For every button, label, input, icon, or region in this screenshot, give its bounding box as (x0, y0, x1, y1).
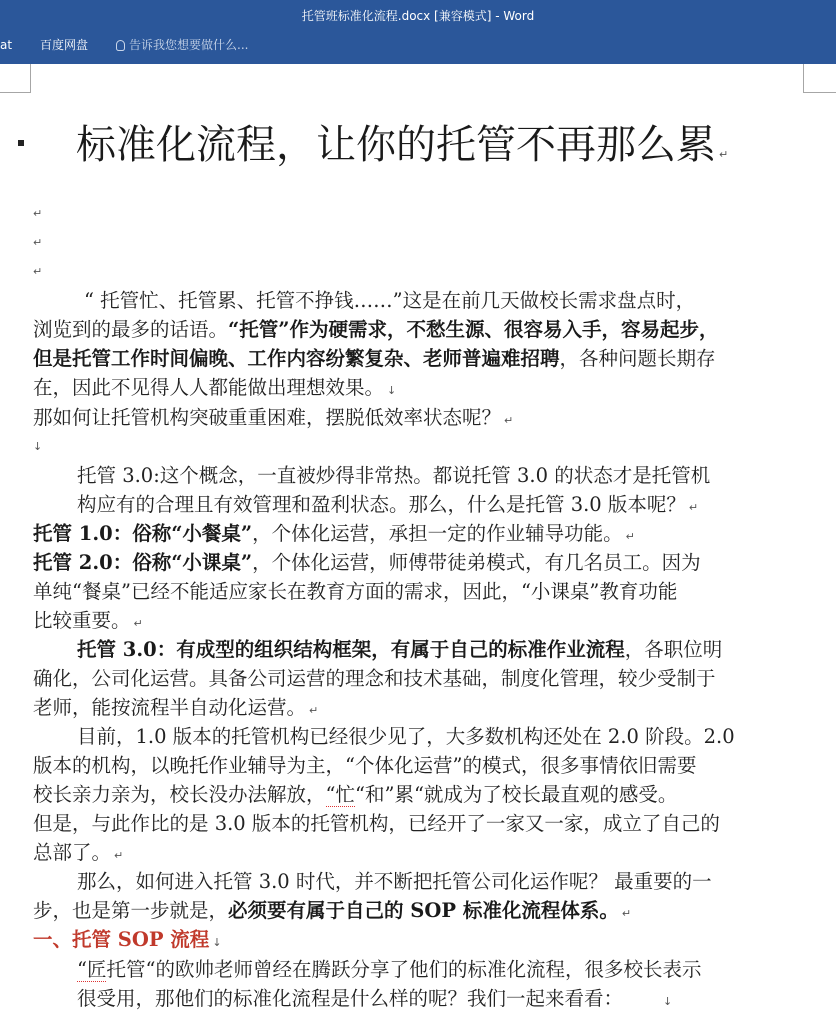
paragraph-line[interactable]: 目前，1.0 版本的托管机构已经很少见了，大多数机构还处在 2.0 阶段。2.0 (77, 725, 735, 748)
section-heading[interactable]: 一、托管 SOP 流程 ↓ (33, 928, 222, 951)
paragraph-line[interactable]: 步，也是第一步就是，必须要有属于自己的 SOP 标准化流程体系。 ↵ (33, 899, 632, 922)
tab-baidu-netdisk[interactable]: 百度网盘 (40, 38, 89, 52)
lightbulb-icon (116, 40, 125, 51)
paragraph-line[interactable]: 版本的机构，以晚托作业辅导为主，“个体化运营”的模式，很多事情依旧需要 (33, 754, 697, 777)
tell-me-placeholder: 告诉我您想要做什么... (129, 38, 249, 52)
line-break-mark: ↓ (33, 440, 43, 453)
paragraph-line[interactable]: 比较重要。 ↵ (33, 609, 143, 632)
tab-format-partial[interactable]: at (0, 38, 13, 52)
crop-mark-left (0, 64, 31, 93)
paragraph-line[interactable]: 校长亲力亲为，校长没办法解放，“忙“和”累“就成为了校长最直观的感受。 (33, 783, 678, 806)
paragraph-line[interactable]: 那么，如何进入托管 3.0 时代，并不断把托管公司化运作呢？ 最重要的一 (77, 870, 712, 893)
ribbon-tabs (0, 32, 836, 64)
paragraph-line[interactable]: 托管 3.0:这个概念，一直被炒得非常热。都说托管 3.0 的状态才是托管机 (77, 464, 711, 487)
paragraph-line[interactable]: “ 托管忙、托管累、托管不挣钱……”这是在前几天做校长需求盘点时， (84, 289, 696, 312)
paragraph-line[interactable]: 但是，与此作比的是 3.0 版本的托管机构，已经开了一家又一家，成立了自己的 (33, 812, 720, 835)
document-title[interactable]: 标准化流程，让你的托管不再那么累 ↵ (76, 122, 729, 168)
paragraph-line[interactable]: 总部了。 ↵ (33, 841, 124, 864)
paragraph-line[interactable]: 浏览到的最多的话语。“托管”作为硬需求，不愁生源、很容易入手，容易起步， (33, 318, 719, 341)
paragraph-line[interactable]: “匠托管“的欧帅老师曾经在腾跃分享了他们的标准化流程，很多校长表示 (77, 958, 702, 981)
spellcheck-flag: “忙 (325, 783, 355, 806)
window-titlebar (0, 0, 836, 32)
paragraph-line[interactable]: 老师，能按流程半自动化运营。 ↵ (33, 696, 319, 719)
paragraph-line[interactable]: 那如何让托管机构突破重重困难，摆脱低效率状态呢？ ↵ (33, 406, 514, 429)
paragraph-line[interactable]: 很受用，那他们的标准化流程是什么样的呢？我们一起来看看： ↓ (77, 987, 673, 1010)
empty-paragraph-mark: ↵ (33, 207, 43, 220)
tell-me-search[interactable] (116, 32, 248, 64)
paragraph-line[interactable]: 在，因此不见得人人都能做出理想效果。 ↓ (33, 376, 397, 399)
crop-mark-right (803, 64, 836, 93)
empty-paragraph-mark: ↵ (33, 236, 43, 249)
paragraph-line[interactable]: 托管 2.0：俗称“小课桌”，个体化运营，师傅带徒弟模式，有几名员工。因为 (33, 551, 701, 574)
paragraph-line[interactable]: 托管 3.0：有成型的组织结构框架，有属于自己的标准作业流程，各职位明 (77, 638, 723, 661)
paragraph-line[interactable]: 托管 1.0：俗称“小餐桌”，个体化运营，承担一定的作业辅导功能。 ↵ (33, 522, 635, 545)
paragraph-line[interactable]: 单纯“餐桌”已经不能适应家长在教育方面的需求，因此，“小课桌”教育功能 (33, 580, 678, 603)
paragraph-line[interactable]: 构应有的合理且有效管理和盈利状态。那么，什么是托管 3.0 版本呢？ ↵ (77, 493, 699, 516)
window-title: 托管班标准化流程.docx [兼容模式] - Word (301, 9, 535, 23)
paragraph-line[interactable]: 但是托管工作时间偏晚、工作内容纷繁复杂、老师普遍难招聘，各种问题长期存 (33, 347, 716, 370)
heading-bullet-icon (18, 140, 24, 146)
empty-paragraph-mark: ↵ (33, 265, 43, 278)
spellcheck-flag: “匠 (77, 958, 107, 981)
paragraph-line[interactable]: 确化，公司化运营。具备公司运营的理念和技术基础，制度化管理，较少受制于 (33, 667, 716, 690)
